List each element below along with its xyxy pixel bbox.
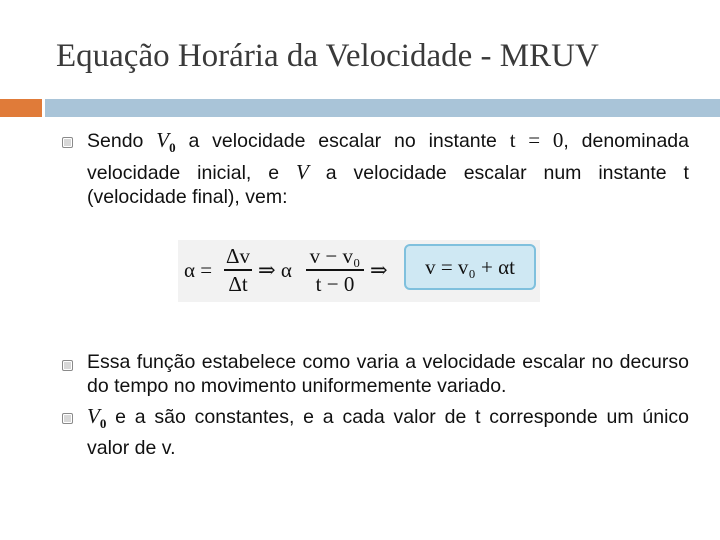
v-symbol: V bbox=[296, 160, 309, 185]
bullet-icon bbox=[62, 137, 73, 148]
v0-letter: V bbox=[87, 404, 100, 428]
v0-symbol bbox=[87, 404, 107, 432]
bullet-icon bbox=[62, 413, 73, 424]
implies-alpha: ⇒ α bbox=[258, 258, 292, 282]
bullet-icon bbox=[62, 360, 73, 371]
bullet-text-3 bbox=[87, 404, 689, 460]
fraction-delta-denominator: Δt bbox=[228, 271, 248, 296]
fraction-bar bbox=[224, 269, 252, 271]
bullet-text-2: Essa função estabelece como varia a velocidade escalar no decurso do tempo no movimento uniformemente variado. bbox=[87, 351, 689, 397]
formula-block bbox=[178, 240, 540, 302]
bullet-text-1 bbox=[87, 128, 689, 209]
fraction-velocity bbox=[306, 244, 364, 296]
fraction-velocity-numerator: v − v₀ bbox=[309, 244, 361, 268]
accent-bar bbox=[0, 99, 42, 117]
alpha-equals: α = bbox=[184, 258, 213, 282]
bullet-1-mid1: a velocidade escalar no instante bbox=[175, 130, 510, 152]
fraction-bar bbox=[306, 269, 364, 271]
bullet-1-mid3: a velocidade escalar num instante t (velocidade final), vem: bbox=[87, 162, 689, 209]
result-equation: v = v₀ + αt bbox=[404, 244, 536, 290]
bullet-3-text: e a são constantes, e a cada valor de t corresponde um único valor de v. bbox=[87, 406, 689, 460]
fraction-velocity-denominator: t − 0 bbox=[315, 271, 355, 296]
implies-arrow: ⇒ bbox=[370, 258, 388, 282]
header-bar bbox=[45, 99, 720, 117]
fraction-delta bbox=[224, 244, 252, 296]
slide-title: Equação Horária da Velocidade - MRUV bbox=[56, 38, 599, 74]
fraction-delta-numerator: Δv bbox=[225, 244, 250, 268]
bullet-1-mid2: , denominada velocidade inicial, e bbox=[87, 130, 689, 185]
v0-subscript: 0 bbox=[99, 416, 107, 432]
v0-subscript: 0 bbox=[169, 140, 176, 156]
t-equals-zero: t = 0 bbox=[509, 128, 564, 152]
v0-symbol bbox=[156, 128, 176, 156]
bullet-1-lead: Sendo bbox=[87, 130, 157, 152]
v0-letter: V bbox=[156, 128, 170, 152]
